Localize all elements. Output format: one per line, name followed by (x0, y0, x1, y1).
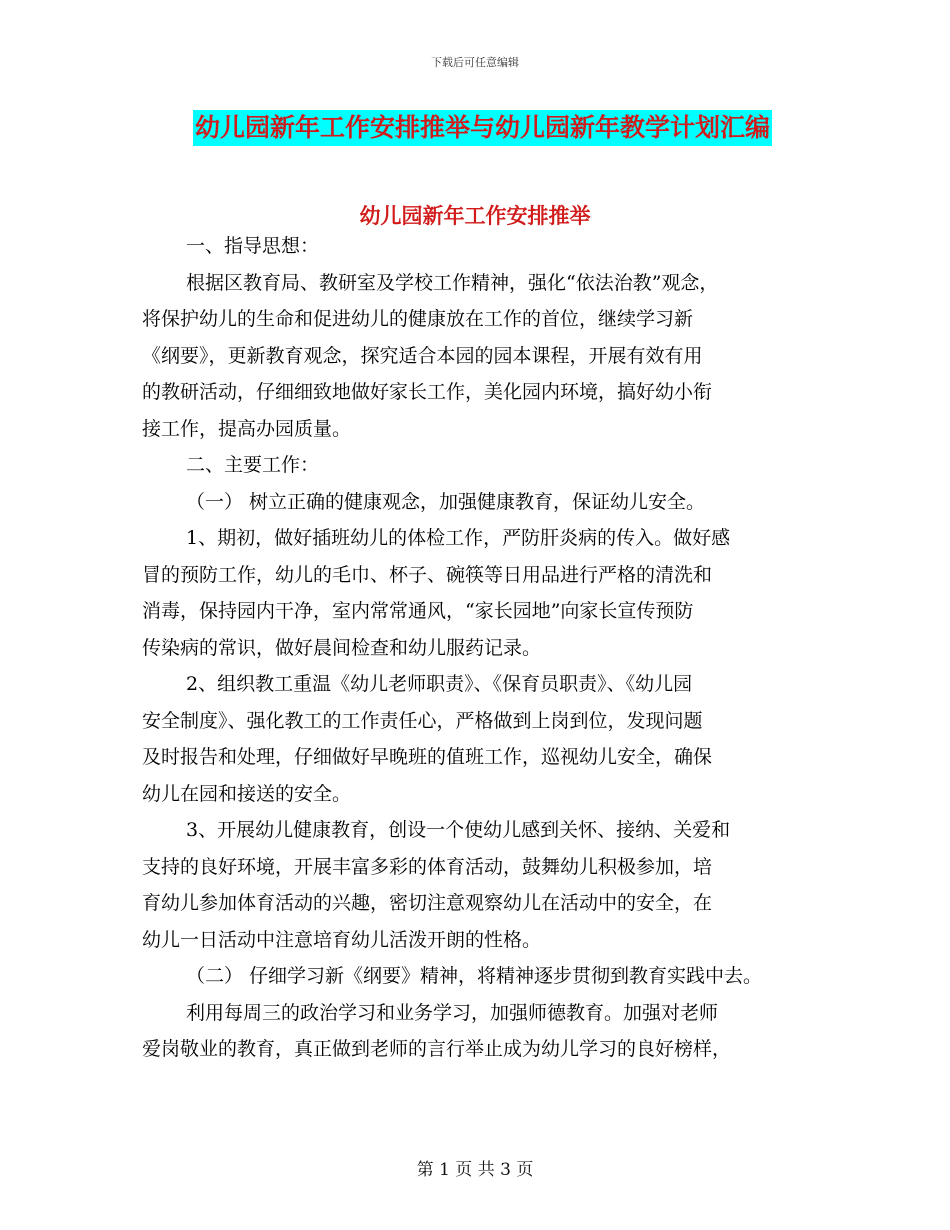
paragraph-line: 3、开展幼儿健康教育，创设一个使幼儿感到关怀、接纳、关爱和 (186, 819, 731, 841)
page-footer: 第 1 页 共 3 页 (416, 1160, 534, 1180)
paragraph-line: 利用每周三的政治学习和业务学习，加强师德教育。加强对老师 (186, 1001, 719, 1024)
document-title: 幼儿园新年工作安排推举与幼儿园新年教学计划汇编 (193, 110, 772, 146)
paragraph-line: 育幼儿参加体育活动的兴趣，密切注意观察幼儿在活动中的安全，在 (142, 892, 713, 914)
heading-guiding-ideology: 一、指导思想： (186, 235, 320, 257)
paragraph-line: 幼儿在园和接送的安全。 (142, 782, 352, 805)
paragraph-line: 安全制度》、强化教工的工作责任心，严格做到上岗到位，发现问题 (142, 709, 703, 732)
paragraph-line: 幼儿一日活动中注意培育幼儿活泼开朗的性格。 (142, 928, 542, 951)
paragraph-line: 《纲要》，更新教育观念，探究适合本园的园本课程，开展有效有用 (142, 344, 703, 367)
subheading-health: （一） 树立正确的健康观念，加强健康教育，保证幼儿安全。 (186, 490, 706, 513)
paragraph-line: 2、组织教工重温《幼儿老师职责》、《保育员职责》、《幼儿园 (186, 673, 693, 695)
paragraph-line: 支持的良好环境，开展丰富多彩的体育活动，鼓舞幼儿积极参加，培 (142, 855, 713, 878)
paragraph-line: 冒的预防工作，幼儿的毛巾、杯子、碗筷等日用品进行严格的清洗和 (142, 563, 713, 586)
paragraph-line: 消毒，保持园内干净，室内常常通风，“家长园地”向家长宣传预防 (142, 600, 694, 622)
paragraph-line: 将保护幼儿的生命和促进幼儿的健康放在工作的首位，继续学习新 (142, 308, 694, 330)
paragraph-line: 的教研活动，仔细细致地做好家长工作，美化园内环境，搞好幼小衔 (142, 381, 713, 403)
document-body (142, 228, 822, 1068)
subheading-guideline-study: （二） 仔细学习新《纲要》精神，将精神逐步贯彻到教育实践中去。 (186, 965, 763, 987)
paragraph-line: 1、期初，做好插班幼儿的体检工作，严防肝炎病的传入。做好感 (186, 527, 731, 549)
paragraph-line: 传染病的常识，做好晨间检查和幼儿服药记录。 (142, 636, 542, 659)
paragraph-line: 根据区教育局、教研室及学校工作精神，强化“依法治教”观念， (186, 271, 719, 294)
paragraph-line: 接工作，提高办园质量。 (142, 417, 352, 440)
heading-main-work: 二、主要工作： (186, 454, 320, 476)
paragraph-line: 及时报告和处理，仔细做好早晚班的值班工作，巡视幼儿安全，确保 (142, 746, 713, 768)
header-note: 下载后可任意编辑 (431, 56, 519, 69)
section-title: 幼儿园新年工作安排推举 (359, 204, 591, 228)
paragraph-line: 爱岗敬业的教育，真正做到老师的言行举止成为幼儿学习的良好榜样， (142, 1038, 732, 1060)
